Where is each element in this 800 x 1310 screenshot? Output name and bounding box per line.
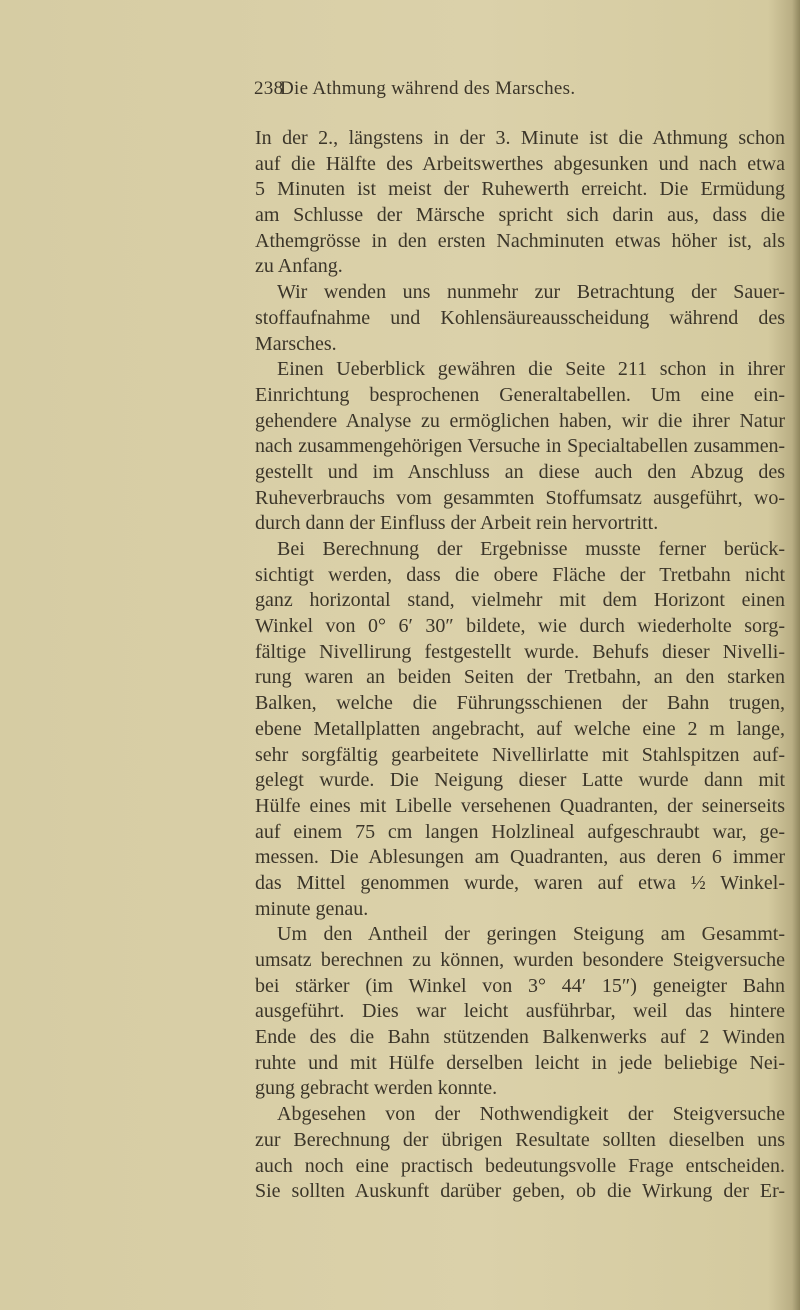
text-line: stoffaufnahme und Kohlensäureausscheidung während des	[255, 306, 785, 329]
text-line: Wir wenden uns nunmehr zur Betrachtung der Sauer-	[277, 281, 785, 304]
text-line: Einrichtung besprochenen Generaltabellen. Um eine ein-	[255, 383, 785, 406]
text-line: gung gebracht werden konnte.	[255, 1077, 498, 1100]
text-line: Ende des die Bahn stützenden Balkenwerks auf 2 Winden	[255, 1026, 785, 1049]
running-title: Die Athmung während des Marsches.	[280, 78, 576, 99]
text-line: Ruheverbrauchs vom gesammten Stoffumsatz ausgeführt, wo-	[255, 486, 785, 509]
text-line: gehendere Analyse zu ermöglichen haben, wir die ihrer Natur	[255, 409, 785, 432]
text-line: zur Berechnung der übrigen Resultate sollten dieselben uns	[255, 1128, 785, 1151]
page-number: 238	[254, 78, 284, 99]
text-line: ausgeführt. Dies war leicht ausführbar, weil das hintere	[255, 1000, 785, 1023]
body-text	[255, 126, 785, 1205]
text-line: fältige Nivellirung festgestellt wurde. Behufs dieser Nivelli-	[255, 640, 785, 663]
text-line: auch noch eine practisch bedeutungsvolle Frage entscheiden.	[255, 1154, 785, 1177]
text-line: gelegt wurde. Die Neigung dieser Latte wurde dann mit	[255, 769, 785, 792]
text-line: messen. Die Ablesungen am Quadranten, aus deren 6 immer	[255, 846, 785, 869]
text-line: sehr sorgfältig gearbeitete Nivellirlatte mit Stahlspitzen auf-	[255, 743, 785, 766]
text-line: am Schlusse der Märsche spricht sich darin aus, dass die	[255, 204, 785, 227]
text-line: nach zusammengehörigen Versuche in Specialtabellen zusammen-	[255, 435, 785, 458]
text-line: Sie sollten Auskunft darüber geben, ob die Wirkung der Er-	[255, 1180, 785, 1203]
text-line: Einen Ueberblick gewähren die Seite 211 schon in ihrer	[277, 358, 785, 381]
text-line: Abgesehen von der Nothwendigkeit der Steigversuche	[277, 1103, 785, 1126]
text-line: ruhte und mit Hülfe derselben leicht in jede beliebige Nei-	[255, 1051, 785, 1074]
text-line: ebene Metallplatten angebracht, auf welche eine 2 m lange,	[255, 717, 785, 740]
text-line: minute genau.	[255, 897, 369, 920]
text-line: Um den Antheil der geringen Steigung am Gesammt-	[277, 923, 785, 946]
text-line: ganz horizontal stand, vielmehr mit dem Horizont einen	[255, 589, 785, 612]
text-line: Winkel von 0° 6′ 30″ bildete, wie durch wiederholte sorg-	[255, 615, 785, 638]
text-line: sichtigt werden, dass die obere Fläche der Tretbahn nicht	[255, 563, 785, 586]
text-line: durch dann der Einfluss der Arbeit rein hervortritt.	[255, 512, 659, 535]
text-line: 5 Minuten ist meist der Ruhewerth erreicht. Die Ermüdung	[255, 178, 785, 201]
page-header	[254, 78, 784, 102]
text-line: gestellt und im Anschluss an diese auch den Abzug des	[255, 460, 785, 483]
text-line: umsatz berechnen zu können, wurden besondere Steigversuche	[255, 949, 785, 971]
text-line: rung waren an beiden Seiten der Tretbahn, an den starken	[255, 666, 785, 689]
text-line: Balken, welche die Führungsschienen der Bahn trugen,	[255, 692, 785, 715]
text-line: auf einem 75 cm langen Holzlineal aufgeschraubt war, ge-	[255, 820, 785, 843]
text-line: Athemgrösse in den ersten Nachminuten etwas höher ist, als	[255, 229, 785, 252]
text-line: Bei Berechnung der Ergebnisse musste ferner berück-	[277, 538, 785, 560]
text-line: bei stärker (im Winkel von 3° 44′ 15″) geneigter Bahn	[255, 974, 785, 997]
text-line: zu Anfang.	[255, 255, 343, 278]
text-line: auf die Hälfte des Arbeitswerthes abgesunken und nach etwa	[255, 152, 785, 175]
text-line: das Mittel genommen wurde, waren auf etwa ½ Winkel-	[255, 871, 785, 894]
text-line: Marsches.	[255, 332, 337, 355]
text-line: In der 2., längstens in der 3. Minute ist die Athmung schon	[255, 127, 785, 149]
text-line: Hülfe eines mit Libelle versehenen Quadranten, der seinerseits	[255, 794, 785, 817]
